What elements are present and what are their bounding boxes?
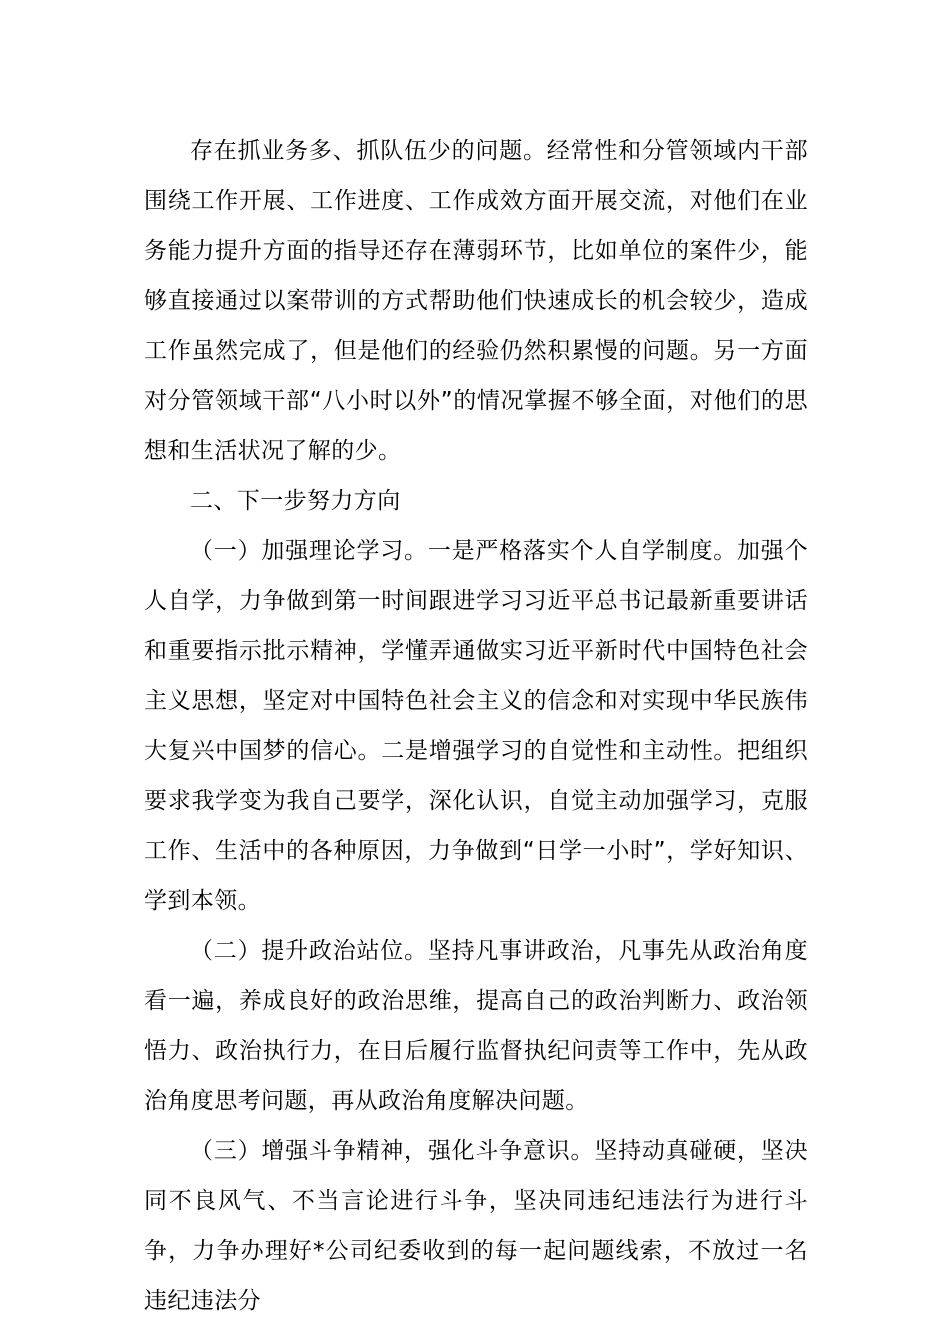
document-body (144, 126, 808, 1326)
paragraph-struggle-spirit: （三）增强斗争精神，强化斗争意识。坚持动真碰硬，坚决同不良风气、不当言论进行斗争，坚决同违纪违法行为进行斗争，力争办理好*公司纪委收到的每一起问题线索，不放过一名违纪违法分 (144, 1138, 808, 1314)
paragraph-problem-summary: 存在抓业务多、抓队伍少的问题。经常性和分管领域内干部围绕工作开展、工作进度、工作成效方面开展交流，对他们在业务能力提升方面的指导还存在薄弱环节，比如单位的案件少，能够直接通过以案带训的方式帮助他们快速成长的机会较少，造成工作虽然完成了，但是他们的经验仍然积累慢的问题。另一方面对分管领域干部“八小时以外”的情况掌握不够全面，对他们的思想和生活状况了解的少。 (144, 138, 808, 464)
paragraph-political-stance: （二）提升政治站位。坚持凡事讲政治，凡事先从政治角度看一遍，养成良好的政治思维，提高自己的政治判断力、政治领悟力、政治执行力，在日后履行监督执纪问责等工作中，先从政治角度思考问题，再从政治角度解决问题。 (144, 938, 808, 1114)
paragraph-theory-study: （一）加强理论学习。一是严格落实个人自学制度。加强个人自学，力争做到第一时间跟进学习习近平总书记最新重要讲话和重要指示批示精神，学懂弄通做实习近平新时代中国特色社会主义思想，坚定对中国特色社会主义的信念和对实现中华民族伟大复兴中国梦的信心。二是增强学习的自觉性和主动性。把组织要求我学变为我自己要学，深化认识，自觉主动加强学习，克服工作、生活中的各种原因，力争做到“日学一小时”，学好知识、学到本领。 (144, 538, 808, 914)
section-heading-next-steps: 二、下一步努力方向 (190, 488, 401, 514)
